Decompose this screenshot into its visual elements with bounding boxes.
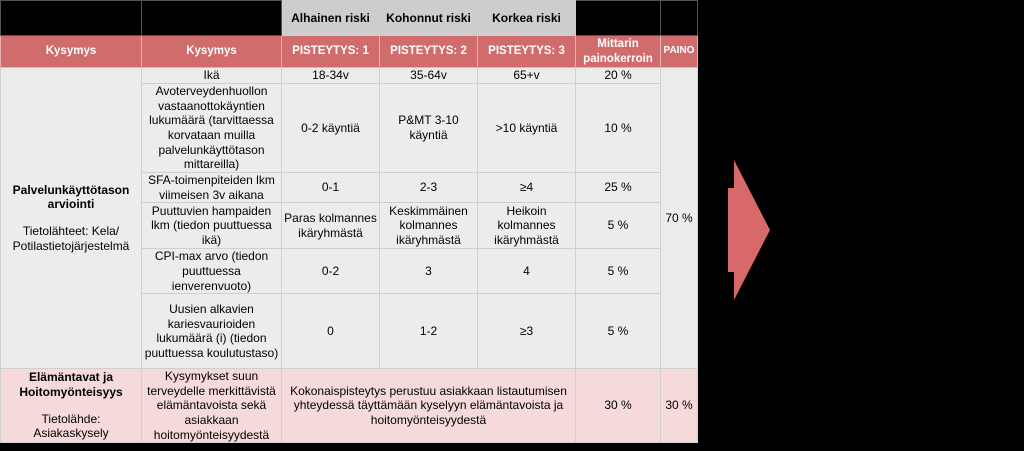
question-cell: SFA-toimenpiteiden lkm viimeisen 3v aikana bbox=[142, 173, 282, 203]
service-level-3: Palvelunkäyttötaso 3 kerroin: 1,00 bbox=[790, 198, 971, 213]
section-weight-cell: 70 % bbox=[661, 68, 698, 369]
risk-header-low: Alhainen riski bbox=[282, 1, 380, 36]
score-2-cell: 35-64v bbox=[380, 68, 478, 84]
score-2-cell bbox=[380, 84, 478, 173]
weight-factor-cell: 30 % bbox=[576, 369, 661, 443]
weight-factor-cell: 5 % bbox=[576, 249, 661, 294]
score-3-cell: ≥3 bbox=[478, 294, 576, 369]
score-1-cell: 18-34v bbox=[282, 68, 380, 84]
service-level-1: Palvelunkäyttötaso 1 kerroin: 0,70 bbox=[790, 169, 971, 184]
section-title: Palvelunkäyttötason arviointi bbox=[12, 182, 130, 212]
column-header-weight-factor: Mittarin painokerroin bbox=[576, 36, 661, 68]
score-3-cell: 65+v bbox=[478, 68, 576, 84]
column-header-score-3: PISTEYTYS: 3 bbox=[478, 36, 576, 68]
score-1-cell: 0 bbox=[282, 294, 380, 369]
weight-factor-cell: 20 % bbox=[576, 68, 661, 84]
question-cell: Uusien alkavien kariesvaurioiden lukumäärä (i) (tiedon puuttuessa koulutustaso) bbox=[142, 294, 282, 369]
section-weight-cell: 30 % bbox=[661, 369, 698, 443]
arrow-shape bbox=[728, 160, 770, 300]
score-3-cell: ≥4 bbox=[478, 173, 576, 203]
question-cell: Puuttuvien hampaiden lkm (tiedon puuttuessa ikä) bbox=[142, 203, 282, 249]
score-3-cell: 4 bbox=[478, 249, 576, 294]
score-1-cell: Paras kolmannes ikäryhmästä bbox=[282, 203, 380, 249]
weight-factor-cell: 25 % bbox=[576, 173, 661, 203]
score-1-cell: 0-2 käyntiä bbox=[282, 84, 380, 173]
score-2-line: P&MT 3-10 käyntiä bbox=[398, 113, 459, 142]
score-2-cell: 2-3 bbox=[380, 173, 478, 203]
section-title: Elämäntavat ja Hoitomyönteisyys bbox=[19, 370, 123, 400]
service-level-2: Palvelunkäyttötaso 2 kerroin: 0,85 bbox=[790, 183, 971, 198]
score-1-cell: 0-2 bbox=[282, 249, 380, 294]
blank-cell bbox=[1, 1, 142, 36]
weight-factor-cell: 10 % bbox=[576, 84, 661, 173]
blank-cell bbox=[142, 1, 282, 36]
service-level-description bbox=[790, 108, 1020, 242]
score-2-cell: Keskimmäinen kolmannes ikäryhmästä bbox=[380, 203, 478, 249]
column-header-score-2: PISTEYTYS: 2 bbox=[380, 36, 478, 68]
service-level-5: Palvelunkäyttötaso 5 kerroin: 1,30 bbox=[790, 227, 971, 242]
blank-cell bbox=[576, 1, 661, 36]
score-2-cell: 1-2 bbox=[380, 294, 478, 369]
question-cell: Ikä bbox=[142, 68, 282, 84]
section-service-usage bbox=[1, 68, 142, 369]
column-header-paino: PAINO bbox=[661, 36, 698, 68]
score-2-cell: 3 bbox=[380, 249, 478, 294]
column-header-kysymys-2: Kysymys bbox=[142, 36, 282, 68]
score-1-cell: 0-1 bbox=[282, 173, 380, 203]
blank-cell bbox=[661, 1, 698, 36]
risk-header-high: Korkea riski bbox=[478, 1, 576, 36]
weight-factor-cell: 5 % bbox=[576, 294, 661, 369]
answer-cell: Kokonaispisteytys perustuu asiakkaan listautumisen yhteydessä täyttämään kyselyyn elämäntavoista ja hoitomyönteisyydestä bbox=[282, 369, 576, 443]
question-cell: Avoterveydenhuollon vastaanottokäyntien lukumäärä (tarvittaessa korvataan muilla palvelunkäyttötason mittareilla) bbox=[142, 84, 282, 173]
section-lifestyle bbox=[1, 369, 142, 443]
arrow-right-icon bbox=[728, 160, 770, 300]
section-source: Tietolähde: Asiakaskysely bbox=[33, 411, 109, 441]
question-cell: Kysymykset suun terveydelle merkittävistä elämäntavoista sekä asiakkaan hoitomyönteisyydestä bbox=[142, 369, 282, 443]
score-3-cell: Heikoin kolmannes ikäryhmästä bbox=[478, 203, 576, 249]
service-level-intro: Tietojen perusteella asiakas määritellään yhteen viidestä palvelunkäyttötasosta: bbox=[790, 108, 1008, 137]
risk-header-elevated: Kohonnut riski bbox=[380, 1, 478, 36]
column-header-kysymys: Kysymys bbox=[1, 36, 142, 68]
section-source: Tietolähteet: Kela/ Potilastietojärjestelmä bbox=[12, 224, 130, 253]
column-header-score-1: PISTEYTYS: 1 bbox=[282, 36, 380, 68]
question-cell: CPI-max arvo (tiedon puuttuessa ienverenvuoto) bbox=[142, 249, 282, 294]
service-level-4: Palvelunkäyttötaso 4 kerroin: 1,15 bbox=[790, 213, 971, 228]
weight-factor-cell: 5 % bbox=[576, 203, 661, 249]
score-3-cell: >10 käyntiä bbox=[478, 84, 576, 173]
